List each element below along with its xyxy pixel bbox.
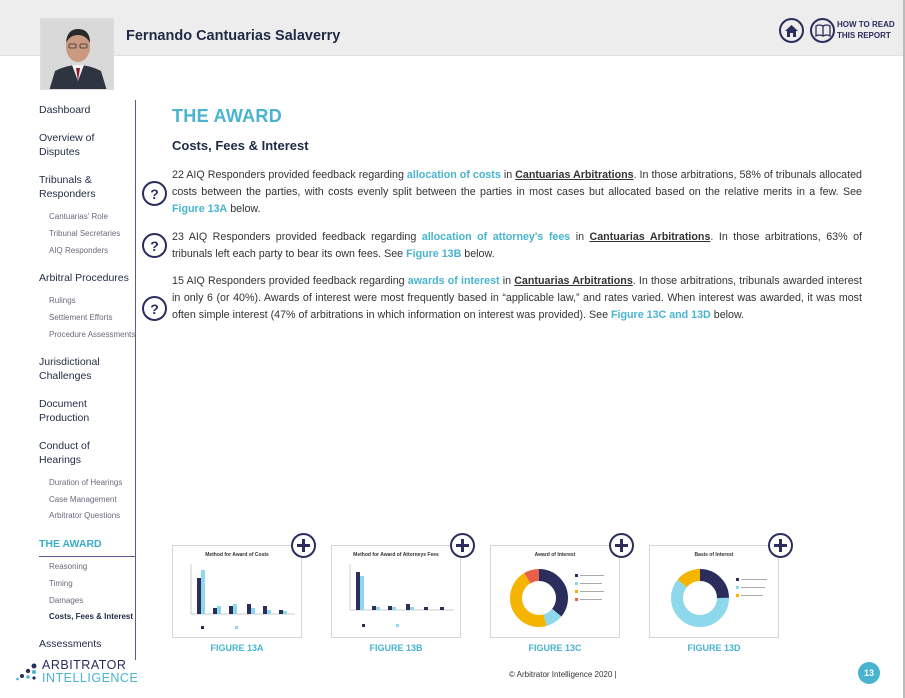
figure-13b-title: Method for Award of Attorneys Fees bbox=[353, 552, 439, 558]
link-allocation-of-attorneys-fees[interactable]: allocation of attorney's fees bbox=[421, 231, 571, 243]
sidebar-subitem-cantuarias-role[interactable]: Cantuarias' Role bbox=[49, 212, 108, 221]
paragraph-costs bbox=[172, 167, 862, 219]
sidebar-subitem-rulings[interactable]: Rulings bbox=[49, 296, 76, 305]
figure-13c-chart bbox=[491, 546, 619, 637]
sidebar-subitem-reasoning[interactable]: Reasoning bbox=[49, 562, 88, 571]
expand-figure-13b-button[interactable] bbox=[450, 533, 475, 558]
figure-13a-thumbnail[interactable] bbox=[172, 545, 302, 638]
copyright-text: © Arbitrator Intelligence 2020 | bbox=[509, 670, 617, 679]
p1-text-a: 22 AIQ Responders provided feedback regarding bbox=[172, 169, 407, 181]
figure-13d-thumbnail[interactable] bbox=[649, 545, 779, 638]
link-figure-13c-13d[interactable]: Figure 13C and 13D bbox=[611, 309, 711, 322]
how-to-read-line2: THIS REPORT bbox=[837, 31, 891, 40]
sidebar-subitem-tribunal-secretaries[interactable]: Tribunal Secretaries bbox=[49, 229, 121, 238]
link-allocation-of-costs[interactable]: allocation of costs bbox=[406, 169, 501, 181]
help-question-button-2[interactable]: ? bbox=[142, 233, 167, 258]
how-to-read-button[interactable] bbox=[810, 18, 835, 43]
figure-13c-title: Award of Interest bbox=[534, 552, 576, 558]
link-cantuarias-arbitrations-3[interactable]: Cantuarias Arbitrations bbox=[514, 275, 633, 287]
book-icon bbox=[815, 24, 831, 37]
sidebar-item-tribunals-responders[interactable]: Tribunals & Responders bbox=[39, 174, 96, 200]
sidebar-item-conduct-of-hearings[interactable]: Conduct of Hearings bbox=[39, 440, 90, 466]
section-subtitle: Costs, Fees & Interest bbox=[172, 138, 309, 153]
figure-13a-label[interactable]: FIGURE 13A bbox=[210, 643, 264, 653]
logo-line2: INTELLIGENCE bbox=[42, 671, 139, 685]
how-to-read-line1: HOW TO READ bbox=[837, 20, 895, 29]
sidebar-item-jurisdictional-challenges[interactable]: Jurisdictional Challenges bbox=[39, 356, 100, 382]
sidebar-subitem-procedure-assessments[interactable]: Procedure Assessments bbox=[49, 330, 136, 339]
help-question-button-3[interactable]: ? bbox=[142, 296, 167, 321]
p3-text-c: in bbox=[499, 275, 515, 287]
sidebar-subitem-damages[interactable]: Damages bbox=[49, 596, 84, 605]
figure-13d-title: Basis of Interest bbox=[694, 552, 734, 558]
figure-13b-label[interactable]: FIGURE 13B bbox=[369, 643, 423, 653]
p2-text-c: in bbox=[570, 231, 590, 243]
link-cantuarias-arbitrations-1[interactable]: Cantuarias Arbitrations bbox=[515, 169, 634, 181]
figure-13c-thumbnail[interactable] bbox=[490, 545, 620, 638]
sidebar-item-arbitral-procedures[interactable]: Arbitral Procedures bbox=[39, 272, 129, 284]
person-name: Fernando Cantuarias Salaverry bbox=[126, 28, 341, 44]
page-number-badge: 13 bbox=[858, 662, 880, 684]
p2-text-e: . In those arbitrations, 63% of tribunals left each party to bear its own fees. See bbox=[172, 231, 862, 261]
sidebar-item-overview-of-disputes[interactable]: Overview of Disputes bbox=[39, 132, 95, 158]
section-title: THE AWARD bbox=[172, 106, 283, 126]
sidebar-subitem-costs-fees-interest[interactable]: Costs, Fees & Interest bbox=[49, 612, 134, 621]
figure-13a-chart bbox=[173, 546, 301, 637]
p3-text-a: 15 AIQ Responders provided feedback regarding bbox=[172, 275, 408, 287]
how-to-read-label[interactable] bbox=[837, 19, 895, 41]
help-question-button-1[interactable]: ? bbox=[142, 181, 167, 206]
p3-text-g: below. bbox=[710, 309, 745, 322]
figure-13b-thumbnail[interactable] bbox=[331, 545, 461, 638]
link-figure-13a[interactable]: Figure 13A bbox=[172, 203, 228, 216]
sidebar-subitem-settlement-efforts[interactable]: Settlement Efforts bbox=[49, 313, 113, 322]
link-cantuarias-arbitrations-2[interactable]: Cantuarias Arbitrations bbox=[589, 231, 711, 243]
p2-text-a: 23 AIQ Responders provided feedback regarding bbox=[172, 231, 422, 243]
paragraph-fees bbox=[172, 229, 862, 263]
figure-13d-label[interactable]: FIGURE 13D bbox=[687, 643, 741, 653]
sidebar-subitem-aiq-responders[interactable]: AIQ Responders bbox=[49, 246, 109, 255]
plus-icon bbox=[297, 539, 310, 552]
profile-photo bbox=[40, 18, 114, 90]
sidebar-item-the-award[interactable]: THE AWARD bbox=[39, 538, 102, 550]
sidebar-subitem-case-management[interactable]: Case Management bbox=[49, 495, 117, 504]
logo-line1: ARBITRATOR bbox=[42, 658, 127, 672]
home-button[interactable] bbox=[779, 18, 804, 43]
home-icon bbox=[784, 24, 799, 38]
arbitrator-intelligence-logo-icon bbox=[16, 662, 38, 682]
sidebar-subitem-duration-of-hearings[interactable]: Duration of Hearings bbox=[49, 478, 123, 487]
link-figure-13b[interactable]: Figure 13B bbox=[406, 248, 462, 261]
p3-text-e: . In those arbitrations, tribunals awarded interest in only 6 (or 40%). Awards of interest were most frequently based in “applicable law,” and rates varied. When interest was awarded, it was most often simple interest (47% of arbitrations in which information on interest was provided). See bbox=[172, 275, 862, 322]
p1-text-g: below. bbox=[227, 203, 261, 216]
plus-icon bbox=[456, 539, 469, 552]
figure-13d-chart bbox=[650, 546, 778, 637]
p1-text-c: in bbox=[500, 169, 516, 181]
sidebar-item-document-production[interactable]: Document Production bbox=[39, 398, 90, 424]
plus-icon bbox=[615, 539, 628, 552]
expand-figure-13c-button[interactable] bbox=[609, 533, 634, 558]
link-awards-of-interest[interactable]: awards of interest bbox=[407, 275, 500, 287]
sidebar-subitem-arbitrator-questions[interactable]: Arbitrator Questions bbox=[49, 511, 121, 520]
p2-text-g: below. bbox=[461, 248, 495, 261]
paragraph-interest bbox=[172, 273, 862, 325]
figure-13b-chart bbox=[332, 546, 460, 637]
figure-13c-label[interactable]: FIGURE 13C bbox=[528, 643, 582, 653]
sidebar-item-assessments[interactable]: Assessments bbox=[39, 638, 102, 650]
sidebar-item-dashboard[interactable]: Dashboard bbox=[39, 104, 91, 116]
expand-figure-13d-button[interactable] bbox=[768, 533, 793, 558]
footer-logo bbox=[42, 659, 138, 685]
expand-figure-13a-button[interactable] bbox=[291, 533, 316, 558]
figure-13a-title: Method for Award of Costs bbox=[205, 552, 269, 558]
sidebar-subitem-timing[interactable]: Timing bbox=[49, 579, 73, 588]
p1-text-e: . In those arbitrations, 58% of tribunals allocated costs between the parties, with costs evenly split between the parties in most cases but allocated based on the relative merits in a few. See bbox=[172, 169, 862, 199]
active-section-rule bbox=[39, 556, 136, 557]
plus-icon bbox=[774, 539, 787, 552]
